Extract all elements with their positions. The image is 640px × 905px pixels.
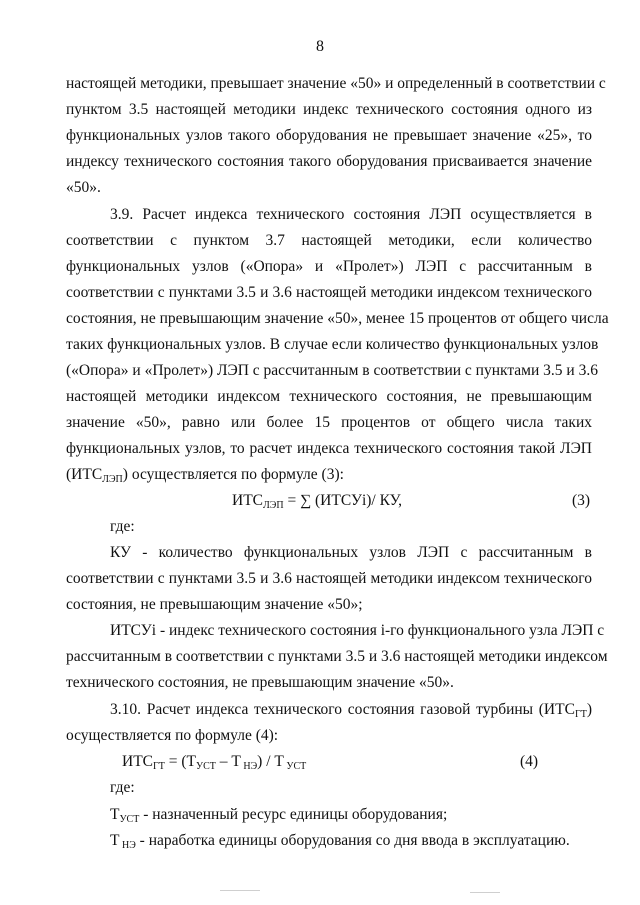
where-label: где: [110, 518, 135, 535]
text-line: рассчитанным в соответствии с пунктами 3.5 и 3.6 настоящей методики индексом [66, 648, 608, 665]
text-line: соответствии с пунктом 3.7 настоящей методики, если количество [66, 232, 592, 249]
text-line: индексу технического состояния такого оборудования присваивается значение [66, 153, 592, 170]
text-line: («Опора» и «Пролет») ЛЭП с рассчитанным в соответствии с пунктами 3.5 и 3.6 [66, 362, 598, 379]
text-line: настоящей методики индексом технического состояния, не превышающим [66, 388, 592, 405]
formula-4: $ИТС_{ГТ} = (Т_{УСТ} - Т$ $_{НЭ}$) / Т $_{УСТ}$ [122, 753, 307, 772]
itsu-definition: ИТСУi - индекс технического состояния i-го функционального узла ЛЭП с [110, 622, 605, 639]
text-line: соответствии с пунктами 3.5 и 3.6 настоящей методики индексом технического [66, 284, 592, 301]
formula-3-number: (3) [572, 492, 591, 509]
scan-artifact [470, 892, 500, 893]
t-ust-definition: $Т_{УСТ}$ - назначенный ресурс единицы оборудования; [110, 806, 448, 825]
text-line: соответствии с пунктами 3.5 и 3.6 настоящей методики индексом технического [66, 570, 592, 587]
text-line: «50». [66, 179, 101, 196]
page-number: 8 [316, 38, 324, 55]
text-line: пунктом 3.5 настоящей методики индекс технического состояния одного из [66, 101, 592, 118]
text-line: функциональных узлов («Опора» и «Пролет») ЛЭП с рассчитанным в [66, 258, 592, 275]
t-ne-definition: Т $_{НЭ}$ - наработка единицы оборудования со дня ввода в эксплуатацию. [110, 832, 570, 851]
scan-artifact [220, 890, 260, 891]
text-line: технического состояния, не превышающим значение «50». [66, 674, 454, 691]
text-line: состояния, не превышающим значение «50», менее 15 процентов от общего числа [66, 310, 609, 327]
formula-3: $ИТС_{ЛЭП}$ = ∑ (ИТСУi)/ КУ, [232, 492, 402, 511]
paragraph-3-9-start: 3.9. Расчет индекса технического состояния ЛЭП осуществляется в [110, 206, 592, 223]
where-label: где: [110, 779, 135, 796]
text-line: $(ИТС_{ЛЭП})$ осуществляется по формуле (3): [66, 466, 344, 485]
paragraph-3-10-start: 3.10. Расчет индекса технического состояния газовой турбины $(ИТС_{ГТ})$ [110, 701, 592, 720]
text-line: таких функциональных узлов. В случае если количество функциональных узлов [66, 336, 599, 353]
text-line: функциональных узлов, то расчет индекса технического состояния такой ЛЭП [66, 440, 592, 457]
text-line: функциональных узлов такого оборудования не превышает значение «25», то [66, 127, 592, 144]
formula-4-number: (4) [520, 753, 539, 770]
text-line: состояния, не превышающим значение «50»; [66, 596, 363, 613]
text-line: настоящей методики, превышает значение «50» и определенный в соответствии с [66, 75, 606, 92]
ku-definition: КУ - количество функциональных узлов ЛЭП с рассчитанным в [110, 544, 592, 561]
text-line: осуществляется по формуле (4): [66, 727, 279, 744]
text-line: значение «50», равно или более 15 процентов от общего числа таких [66, 414, 592, 431]
